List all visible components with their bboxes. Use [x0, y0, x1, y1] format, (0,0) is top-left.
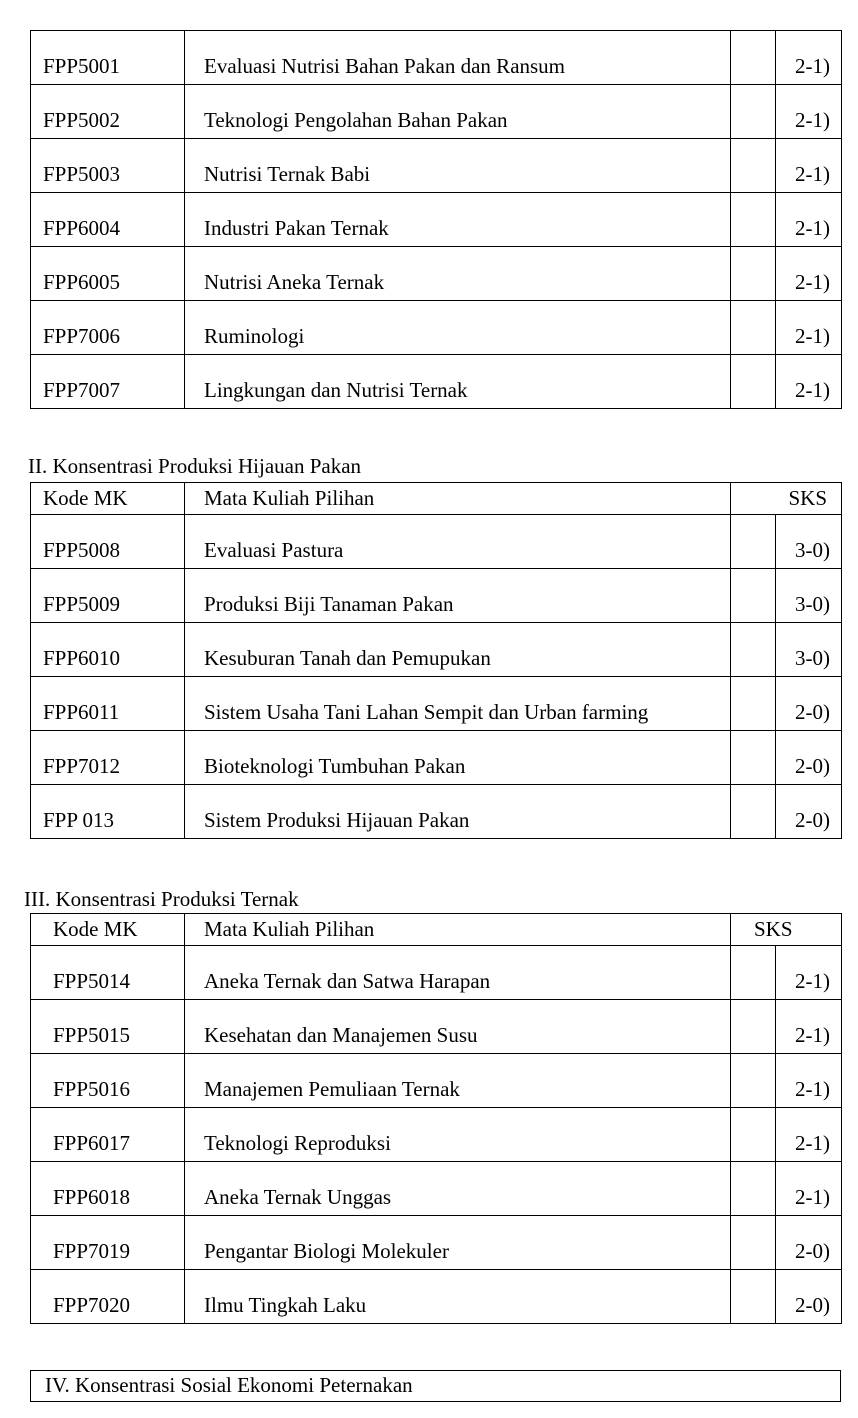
- table-header: [31, 914, 842, 946]
- blank-cell: [731, 355, 776, 409]
- course-code: FPP5015: [31, 1000, 185, 1054]
- section-title-produksi-ternak: III. Konsentrasi Produksi Ternak: [24, 887, 299, 911]
- course-name: Nutrisi Aneka Ternak: [185, 247, 731, 301]
- course-name: Nutrisi Ternak Babi: [185, 139, 731, 193]
- course-name: Evaluasi Nutrisi Bahan Pakan dan Ransum: [185, 31, 731, 85]
- course-name: Kesuburan Tanah dan Pemupukan: [185, 623, 731, 677]
- table-row: [31, 515, 842, 569]
- header-sks: SKS: [731, 914, 842, 946]
- table-hijauan-pakan: [30, 482, 842, 839]
- course-name: Pengantar Biologi Molekuler: [185, 1216, 731, 1270]
- course-code: FPP5009: [31, 569, 185, 623]
- table-row: [31, 247, 842, 301]
- table-row: [31, 139, 842, 193]
- blank-cell: [731, 247, 776, 301]
- course-code: FPP7012: [31, 731, 185, 785]
- course-sks: 2-1): [776, 1108, 842, 1162]
- course-sks: 2-0): [776, 785, 842, 839]
- course-code: FPP 013: [31, 785, 185, 839]
- blank-cell: [731, 1054, 776, 1108]
- blank-cell: [731, 31, 776, 85]
- blank-cell: [731, 1216, 776, 1270]
- course-name: Manajemen Pemuliaan Ternak: [185, 1054, 731, 1108]
- course-sks: 2-1): [776, 31, 842, 85]
- course-code: FPP7019: [31, 1216, 185, 1270]
- course-name: Teknologi Reproduksi: [185, 1108, 731, 1162]
- course-name: Sistem Usaha Tani Lahan Sempit dan Urban farming: [185, 677, 731, 731]
- course-code: FPP7006: [31, 301, 185, 355]
- table-header: [31, 483, 842, 515]
- table-nutrisi-pakan: [30, 30, 842, 409]
- course-code: FPP7007: [31, 355, 185, 409]
- course-sks: 2-1): [776, 946, 842, 1000]
- table-row: [31, 731, 842, 785]
- course-name: Produksi Biji Tanaman Pakan: [185, 569, 731, 623]
- course-sks: 2-0): [776, 731, 842, 785]
- header-sks: SKS: [731, 483, 842, 515]
- blank-cell: [731, 785, 776, 839]
- table-produksi-ternak: [30, 913, 842, 1324]
- blank-cell: [731, 677, 776, 731]
- blank-cell: [731, 623, 776, 677]
- course-code: FPP6018: [31, 1162, 185, 1216]
- course-sks: 2-1): [776, 1000, 842, 1054]
- table-row: [31, 31, 842, 85]
- blank-cell: [731, 85, 776, 139]
- course-code: FPP6011: [31, 677, 185, 731]
- course-code: FPP5008: [31, 515, 185, 569]
- course-code: FPP5002: [31, 85, 185, 139]
- blank-cell: [731, 139, 776, 193]
- course-code: FPP6010: [31, 623, 185, 677]
- table-row: [31, 946, 842, 1000]
- course-name: Industri Pakan Ternak: [185, 193, 731, 247]
- blank-cell: [731, 1000, 776, 1054]
- course-name: Aneka Ternak dan Satwa Harapan: [185, 946, 731, 1000]
- blank-cell: [731, 1270, 776, 1324]
- blank-cell: [731, 1162, 776, 1216]
- course-code: FPP5003: [31, 139, 185, 193]
- course-sks: 2-1): [776, 355, 842, 409]
- course-sks: 2-1): [776, 139, 842, 193]
- course-sks: 2-0): [776, 677, 842, 731]
- course-code: FPP6004: [31, 193, 185, 247]
- blank-cell: [731, 569, 776, 623]
- course-name: Teknologi Pengolahan Bahan Pakan: [185, 85, 731, 139]
- blank-cell: [731, 193, 776, 247]
- course-code: FPP7020: [31, 1270, 185, 1324]
- course-sks: 2-1): [776, 301, 842, 355]
- header-code: Kode MK: [31, 483, 185, 515]
- blank-cell: [731, 515, 776, 569]
- header-code: Kode MK: [31, 914, 185, 946]
- table-row: [31, 677, 842, 731]
- course-name: Lingkungan dan Nutrisi Ternak: [185, 355, 731, 409]
- header-name: Mata Kuliah Pilihan: [185, 483, 731, 515]
- table-row: [31, 1270, 842, 1324]
- course-sks: 2-1): [776, 247, 842, 301]
- table-row: [31, 623, 842, 677]
- course-sks: 3-0): [776, 515, 842, 569]
- course-name: Ilmu Tingkah Laku: [185, 1270, 731, 1324]
- course-sks: 2-1): [776, 85, 842, 139]
- table-row: [31, 569, 842, 623]
- course-sks: 3-0): [776, 569, 842, 623]
- course-sks: 2-1): [776, 1162, 842, 1216]
- course-sks: 3-0): [776, 623, 842, 677]
- blank-cell: [731, 731, 776, 785]
- course-name: Bioteknologi Tumbuhan Pakan: [185, 731, 731, 785]
- table-row: [31, 1216, 842, 1270]
- course-sks: 2-1): [776, 193, 842, 247]
- table-row: [31, 1162, 842, 1216]
- course-name: Sistem Produksi Hijauan Pakan: [185, 785, 731, 839]
- course-sks: 2-0): [776, 1216, 842, 1270]
- course-name: Kesehatan dan Manajemen Susu: [185, 1000, 731, 1054]
- course-sks: 2-0): [776, 1270, 842, 1324]
- blank-cell: [731, 1108, 776, 1162]
- blank-cell: [731, 301, 776, 355]
- table-row: [31, 1000, 842, 1054]
- course-code: FPP6017: [31, 1108, 185, 1162]
- course-code: FPP6005: [31, 247, 185, 301]
- blank-cell: [731, 946, 776, 1000]
- header-name: Mata Kuliah Pilihan: [185, 914, 731, 946]
- table-row: [31, 1108, 842, 1162]
- course-name: Evaluasi Pastura: [185, 515, 731, 569]
- table-row: [31, 193, 842, 247]
- course-name: Ruminologi: [185, 301, 731, 355]
- course-code: FPP5016: [31, 1054, 185, 1108]
- course-name: Aneka Ternak Unggas: [185, 1162, 731, 1216]
- table-row: [31, 85, 842, 139]
- course-code: FPP5014: [31, 946, 185, 1000]
- table-row: [31, 1054, 842, 1108]
- table-row: [31, 301, 842, 355]
- course-sks: 2-1): [776, 1054, 842, 1108]
- section-title-hijauan: II. Konsentrasi Produksi Hijauan Pakan: [28, 454, 362, 478]
- table-row: [31, 355, 842, 409]
- course-code: FPP5001: [31, 31, 185, 85]
- table-row: [31, 785, 842, 839]
- section-title-sosial-ekonomi: IV. Konsentrasi Sosial Ekonomi Peternakan: [30, 1370, 841, 1402]
